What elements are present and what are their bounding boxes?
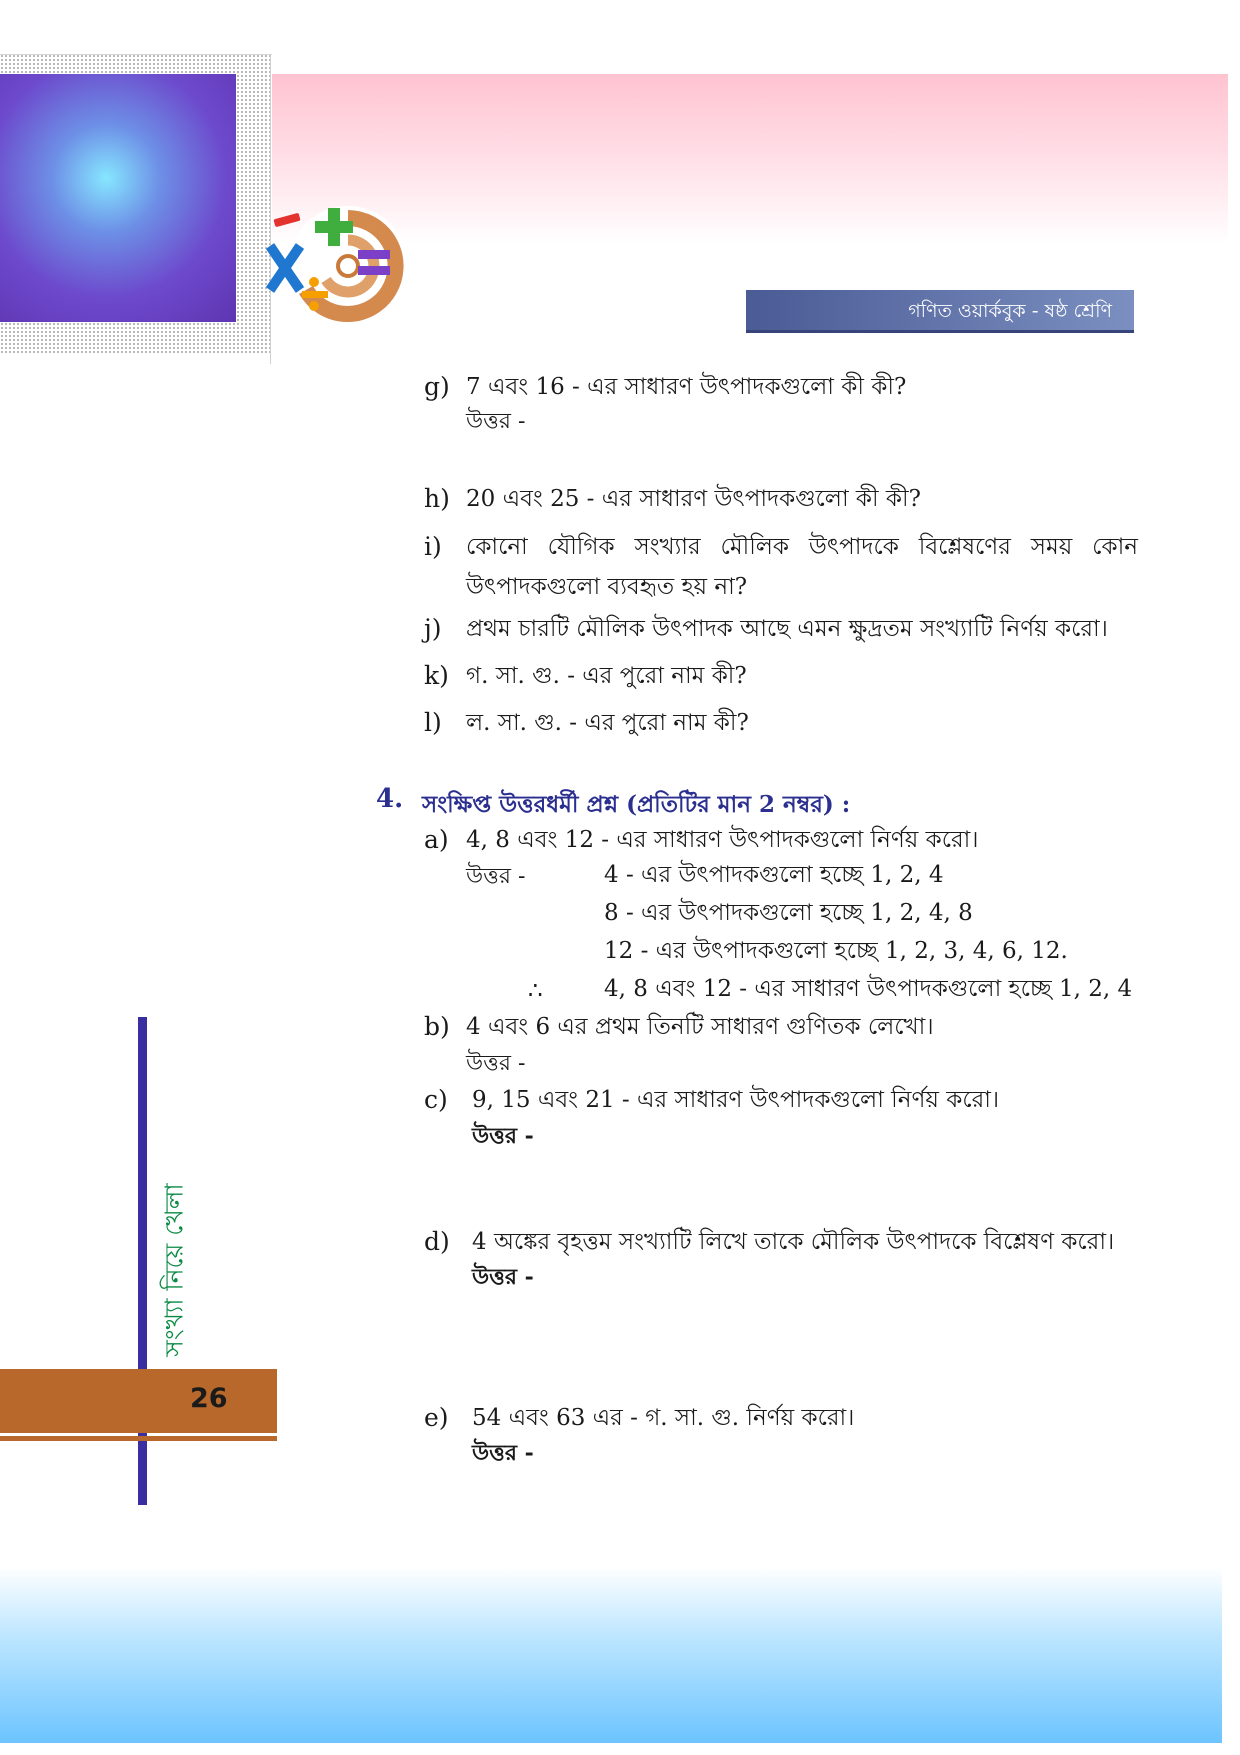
question-label: i) bbox=[424, 532, 442, 561]
question-label: c) bbox=[424, 1085, 448, 1114]
answer-conclusion: 4, 8 এবং 12 - এর সাধারণ উৎপাদকগুলো হচ্ছে 1, 2, 4 bbox=[604, 976, 1133, 1002]
question-label: h) bbox=[424, 484, 450, 513]
question-text: কোনো যৌগিক সংখ্যার মৌলিক উৎপাদকে বিশ্লেষণের সময় কোন উৎপাদকগুলো ব্যবহৃত হয় না? bbox=[466, 534, 1138, 600]
chapter-title: সংখ্যা নিয়ে খেলা bbox=[159, 1183, 189, 1357]
answer-label: উত্তর - bbox=[472, 1264, 534, 1290]
page-number-underline bbox=[0, 1436, 277, 1441]
header-title-bar bbox=[746, 290, 1134, 333]
page-number: 26 bbox=[190, 1383, 228, 1414]
corner-frame-line bbox=[0, 54, 272, 55]
question-text: 20 এবং 25 - এর সাধারণ উৎপাদকগুলো কী কী? bbox=[466, 486, 921, 512]
question-text: 7 এবং 16 - এর সাধারণ উৎপাদকগুলো কী কী? bbox=[466, 374, 907, 400]
question-label: b) bbox=[424, 1012, 450, 1041]
question-label: e) bbox=[424, 1403, 449, 1432]
bottom-gradient-band bbox=[0, 1566, 1222, 1743]
question-text: ল. সা. গু. - এর পুরো নাম কী? bbox=[466, 710, 749, 736]
question-text: 4, 8 এবং 12 - এর সাধারণ উৎপাদকগুলো নির্ণয় করো। bbox=[466, 827, 979, 853]
answer-label: উত্তর - bbox=[466, 409, 526, 434]
question-text: প্রথম চারটি মৌলিক উৎপাদক আছে এমন ক্ষুদ্রতম সংখ্যাটি নির্ণয় করো। bbox=[466, 616, 1108, 642]
answer-line: 4 - এর উৎপাদকগুলো হচ্ছে 1, 2, 4 bbox=[604, 862, 944, 888]
question-label: l) bbox=[424, 708, 442, 737]
book-title: গণিত ওয়ার্কবুক - ষষ্ঠ শ্রেণি bbox=[908, 300, 1112, 322]
corner-gradient-panel bbox=[0, 74, 236, 322]
answer-line: 8 - এর উৎপাদকগুলো হচ্ছে 1, 2, 4, 8 bbox=[604, 900, 973, 926]
question-label: k) bbox=[424, 661, 449, 690]
question-text: 4 অঙ্কের বৃহত্তম সংখ্যাটি লিখে তাকে মৌলিক উৎপাদকে বিশ্লেষণ করো। bbox=[472, 1229, 1115, 1255]
question-text: 9, 15 এবং 21 - এর সাধারণ উৎপাদকগুলো নির্ণয় করো। bbox=[472, 1087, 1000, 1113]
section-number: 4. bbox=[376, 784, 404, 814]
answer-line: 12 - এর উৎপাদকগুলো হচ্ছে 1, 2, 3, 4, 6, 12. bbox=[604, 938, 1068, 964]
therefore-symbol: ∴ bbox=[528, 978, 543, 1004]
question-text: 54 এবং 63 এর - গ. সা. গু. নির্ণয় করো। bbox=[472, 1405, 855, 1431]
answer-label: উত্তর - bbox=[472, 1440, 534, 1466]
question-label: a) bbox=[424, 825, 449, 854]
answer-label: উত্তর - bbox=[466, 1051, 526, 1076]
page-number-band bbox=[0, 1369, 277, 1433]
answer-label: উত্তর - bbox=[466, 864, 526, 889]
question-label: d) bbox=[424, 1227, 450, 1256]
answer-label: উত্তর - bbox=[472, 1123, 534, 1149]
section-title: সংক্ষিপ্ত উত্তরধর্মী প্রশ্ন (প্রতিটির মান 2 নম্বর) : bbox=[422, 791, 851, 818]
math-symbols-logo-icon bbox=[266, 198, 416, 340]
question-text: 4 এবং 6 এর প্রথম তিনটি সাধারণ গুণিতক লেখো। bbox=[466, 1014, 934, 1040]
question-text: গ. সা. গু. - এর পুরো নাম কী? bbox=[466, 663, 747, 689]
question-label: j) bbox=[424, 614, 442, 643]
question-label: g) bbox=[424, 372, 450, 401]
